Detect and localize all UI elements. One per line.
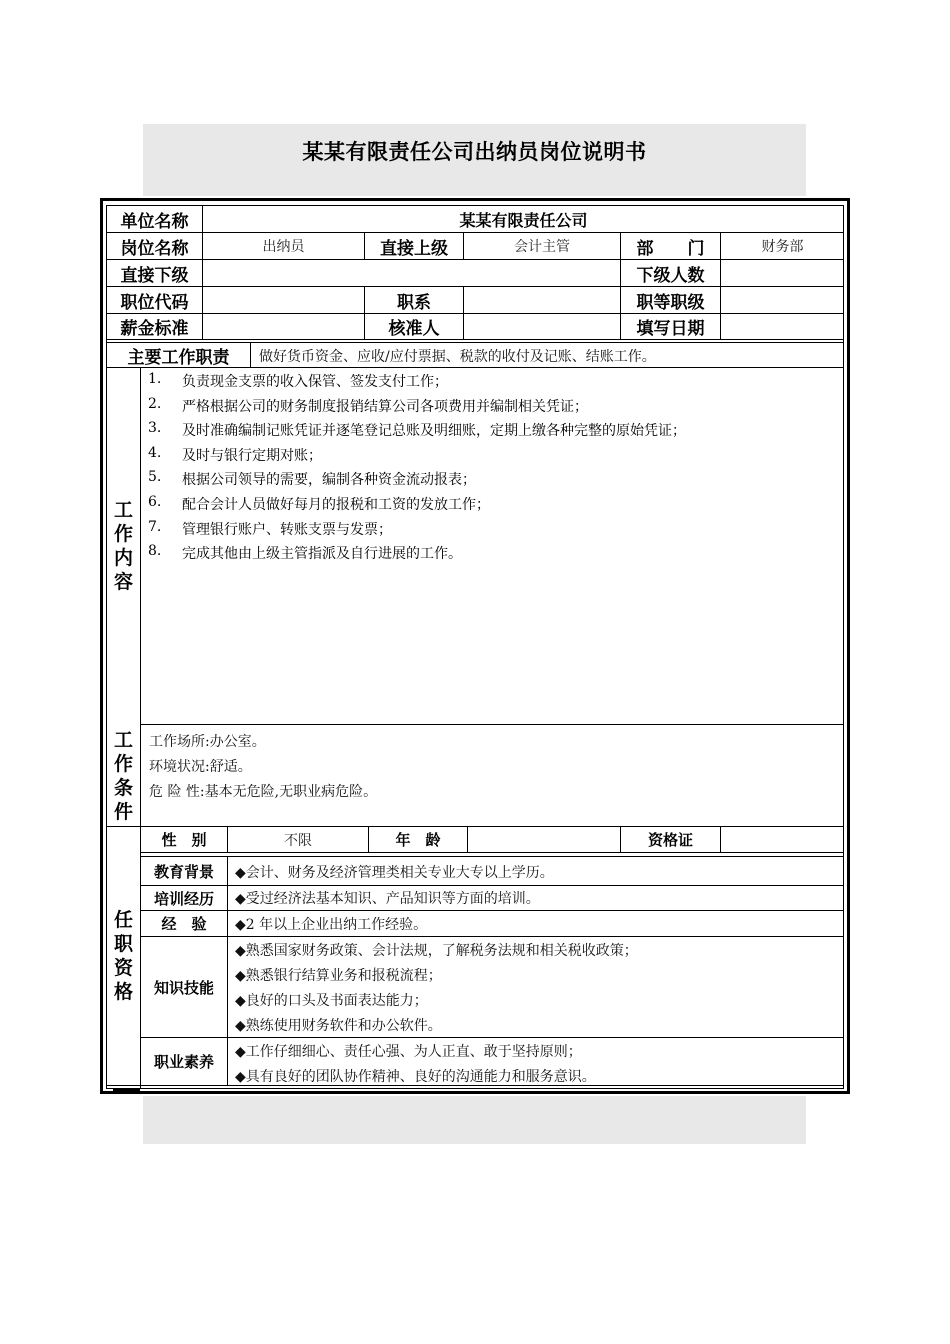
- skills-label: 知识技能: [153, 978, 214, 997]
- list-item: 6. 配合会计人员做好每月的报税和工资的发放工作；: [148, 493, 490, 513]
- education-label: 教育背景: [153, 862, 214, 881]
- salary-standard-label: 薪金标准: [120, 319, 189, 339]
- gender-label: 性 别: [161, 831, 207, 849]
- work-content-label: 工 作 内 容: [113, 499, 133, 593]
- skill-item: ◆熟悉银行结算业务和报税流程；: [235, 968, 442, 984]
- direct-subordinate-value: [203, 260, 620, 286]
- list-item: 7. 管理银行账户、转账支票与发票；: [148, 518, 392, 538]
- unit-name-label: 单位名称: [120, 211, 189, 232]
- quality-item: ◆具有良好的团队协作精神、良好的沟通能力和服务意识。: [235, 1069, 596, 1085]
- work-location-text: 工作场所:办公室。: [149, 734, 266, 750]
- list-item: 3. 及时准确编制记账凭证并逐笔登记总账及明细账，定期上缴各种完整的原始凭证；: [148, 420, 686, 440]
- experience-text: ◆2 年以上企业出纳工作经验。: [235, 917, 428, 933]
- subordinate-count-label: 下级人数: [636, 265, 705, 286]
- quality-item: ◆工作仔细细心、责任心强、为人正直、敢于坚持原则；: [235, 1044, 582, 1060]
- gender-value: 不限: [284, 832, 312, 849]
- department-value: 财务部: [761, 239, 804, 255]
- position-code-label: 职位代码: [120, 292, 189, 313]
- job-series-label: 职系: [397, 292, 431, 313]
- subordinate-count-value: [721, 260, 844, 286]
- age-value: [468, 827, 620, 852]
- salary-standard-value: [203, 314, 364, 339]
- education-text: ◆会计、财务及经济管理类相关专业大专以上学历。: [235, 865, 554, 881]
- environment-text: 环境状况:舒适。: [149, 759, 252, 775]
- list-item: 1. 负责现金支票的收入保管、签发支付工作；: [148, 371, 448, 390]
- page-shade-bottom: [143, 1096, 806, 1144]
- position-name-value: 出纳员: [262, 239, 305, 255]
- direct-subordinate-label: 直接下级: [120, 265, 189, 286]
- qualifications-label: 任 职 资 格: [113, 909, 133, 1003]
- direct-superior-value: 会计主管: [514, 239, 570, 255]
- main-duty-text: 做好货币资金、应收/应付票据、税款的收付及记账、结账工作。: [259, 349, 656, 365]
- professional-quality-label: 职业素养: [153, 1053, 214, 1071]
- work-content-list: [148, 371, 686, 568]
- approver-label: 核准人: [388, 319, 440, 339]
- unit-name-value: 某某有限责任公司: [459, 210, 588, 230]
- job-series-value: [464, 287, 620, 313]
- certificate-label: 资格证: [647, 831, 693, 849]
- job-grade-label: 职等职级: [636, 292, 705, 313]
- training-text: ◆受过经济法基本知识、产品知识等方面的培训。: [235, 891, 540, 907]
- age-label: 年 龄: [395, 831, 441, 849]
- hazard-text: 危 险 性:基本无危险,无职业病危险。: [149, 784, 378, 800]
- experience-label: 经 验: [161, 915, 207, 933]
- list-item: 2. 严格根据公司的财务制度报销结算公司各项费用并编制相关凭证；: [148, 395, 588, 415]
- main-duty-label: 主要工作职责: [127, 347, 230, 368]
- department-label: 部 门: [636, 238, 705, 259]
- certificate-value: [721, 827, 844, 852]
- fill-date-label: 填写日期: [636, 319, 705, 339]
- approver-value: [464, 314, 620, 339]
- job-grade-value: [721, 287, 844, 313]
- fill-date-value: [721, 314, 844, 339]
- list-item: 4. 及时与银行定期对账；: [148, 444, 322, 464]
- skill-item: ◆熟悉国家财务政策、会计法规，了解税务法规和相关税收政策；: [235, 943, 638, 959]
- document-title: 某某有限责任公司出纳员岗位说明书: [302, 140, 647, 164]
- direct-superior-label: 直接上级: [380, 238, 448, 259]
- list-item: 8. 完成其他由上级主管指派及自行进展的工作。: [148, 543, 462, 563]
- skill-item: ◆良好的口头及书面表达能力；: [235, 993, 428, 1009]
- position-name-label: 岗位名称: [120, 238, 189, 259]
- skill-item: ◆熟练使用财务软件和办公软件。: [235, 1018, 442, 1034]
- position-code-value: [203, 287, 364, 313]
- training-label: 培训经历: [153, 889, 214, 908]
- work-conditions-label: 工 作 条 件: [113, 728, 133, 823]
- list-item: 5. 根据公司领导的需要，编制各种资金流动报表；: [148, 469, 476, 489]
